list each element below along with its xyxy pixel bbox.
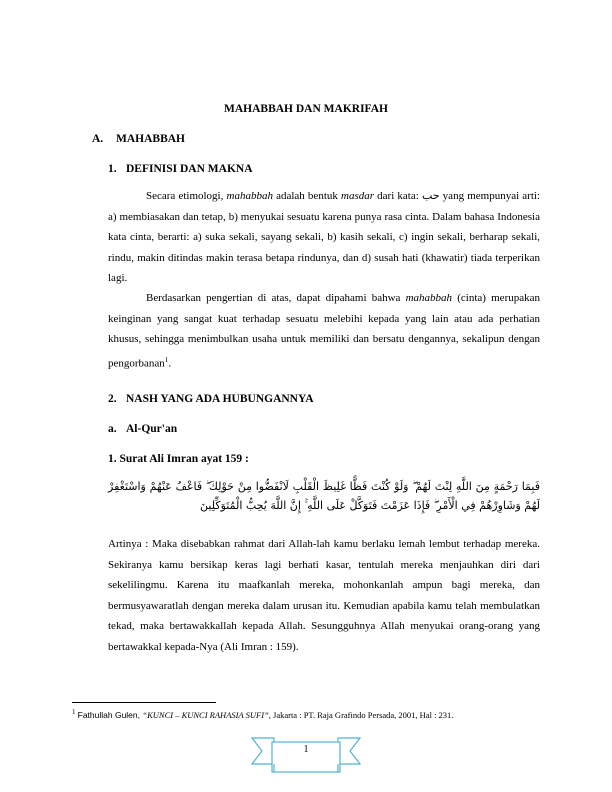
p2-text-d: .: [168, 357, 172, 370]
section-a-number: A.: [92, 133, 104, 145]
paragraph-understanding: [108, 288, 540, 374]
subsection-a-label: Al-Qur'an: [126, 423, 178, 435]
subsection-1-label: DEFINISI DAN MAKNA: [126, 163, 253, 175]
subsection-2-heading: [108, 393, 314, 405]
paragraph-definition-text: [108, 186, 540, 289]
subsection-1-number: 1.: [108, 163, 117, 175]
p2-term-mahabbah: mahabbah: [405, 292, 453, 304]
section-a-label: MAHABBAH: [116, 133, 185, 145]
paragraph-definition: [108, 186, 540, 289]
paragraph-understanding-text: [108, 288, 540, 374]
p1-text-c: adalah bentuk: [272, 190, 342, 202]
p1-term-mahabbah: mahabbah: [226, 190, 273, 202]
section-a-heading: [92, 133, 185, 145]
document-title: MAHABBAH DAN MAKRIFAH: [224, 103, 388, 115]
arabic-verse: فَبِمَا رَحْمَةٍ مِنَ اللَّهِ لِنْتَ لَهُمْ ۖ وَلَوْ كُنْتَ فَظًّا غَلِيظَ الْقَلْبِ لَانْفَضُّوا مِنْ حَوْلِكَ ۖ فَاعْفُ عَنْهُمْ وَاسْتَغْفِرْ لَهُمْ وَشَاوِرْهُمْ فِي الْأَمْرِ ۖ فَإِذَا عَزَمْتَ فَتَوَكَّلْ عَلَى اللَّهِ ۚ إِنَّ اللَّهَ يُحِبُّ الْمُتَوَكِّلِينَ: [108, 480, 540, 512]
p1-text-a: Secara etimologi,: [146, 190, 227, 202]
subsection-a-letter: a.: [108, 423, 117, 435]
subsection-a-heading: [108, 423, 177, 435]
footnote-divider: [72, 702, 216, 703]
p1-text-e: dari kata: حب yang mempunyai arti: a) membiasakan dan tetap, b) menyukai sesuatu karena punya rasa cinta. Dalam bahasa Indonesia kata cinta, berarti: a) suka sekali, sayang sekali, b) kasih sekali, c) ingin sekali, berharap sekali, rindu, makin ditindas makin terasa betapa rindunya, dan d) susah hati (khawatir) tiada terperikan lagi.: [108, 190, 540, 284]
translation-paragraph: [108, 534, 540, 657]
subsection-2-label: NASH YANG ADA HUBUNGANNYA: [126, 393, 314, 405]
p2-text-c: (cinta) merupakan keinginan yang sangat kuat terhadap sesuatu melebihi kepada yang lain atau ada perhatian khusus, sehingga menimbulkan usaha untuk memiliki dan bersatu dengannya, sekalipun dengan pengorbanan: [108, 292, 540, 370]
p2-text-a: Berdasarkan pengertian di atas, dapat dipahami bahwa: [146, 292, 406, 304]
subsection-1-heading: [108, 163, 253, 175]
footnote-ref-1[interactable]: 1: [164, 355, 169, 364]
translation-text: Artinya : Maka disebabkan rahmat dari Allah-lah kamu berlaku lemah lembut terhadap mereka. Sekiranya kamu bersikap keras lagi berhati kasar, tentulah mereka menjauhkan diri dari sekelilingmu. Karena itu maafkanlah mereka, mohonkanlah ampun bagi mereka, dan bermusyawaratlah dengan mereka dalam urusan itu. Kemudian apabila kamu telah membulatkan tekad, maka bertawakkallah kepada Allah. Sesungguhnya Allah menyukai orang-orang yang bertawakkal kepada-Nya (Ali Imran : 159).: [108, 538, 540, 653]
footnote-number: 1: [72, 708, 76, 716]
p1-term-masdar: masdar: [341, 190, 375, 202]
footnote-book-title: “KUNCI – KUNCI RAHASIA SUFI”,: [142, 709, 271, 720]
surat-heading: 1. Surat Ali Imran ayat 159 :: [108, 453, 249, 465]
subsection-2-number: 2.: [108, 393, 117, 405]
page-number: 1: [303, 744, 309, 755]
footnote-publication: Jakarta : PT. Raja Grafindo Persada, 2001, Hal : 231.: [270, 709, 454, 720]
footnote-author: Fathullah Gulen,: [77, 709, 143, 720]
footnote-1: [72, 708, 542, 720]
